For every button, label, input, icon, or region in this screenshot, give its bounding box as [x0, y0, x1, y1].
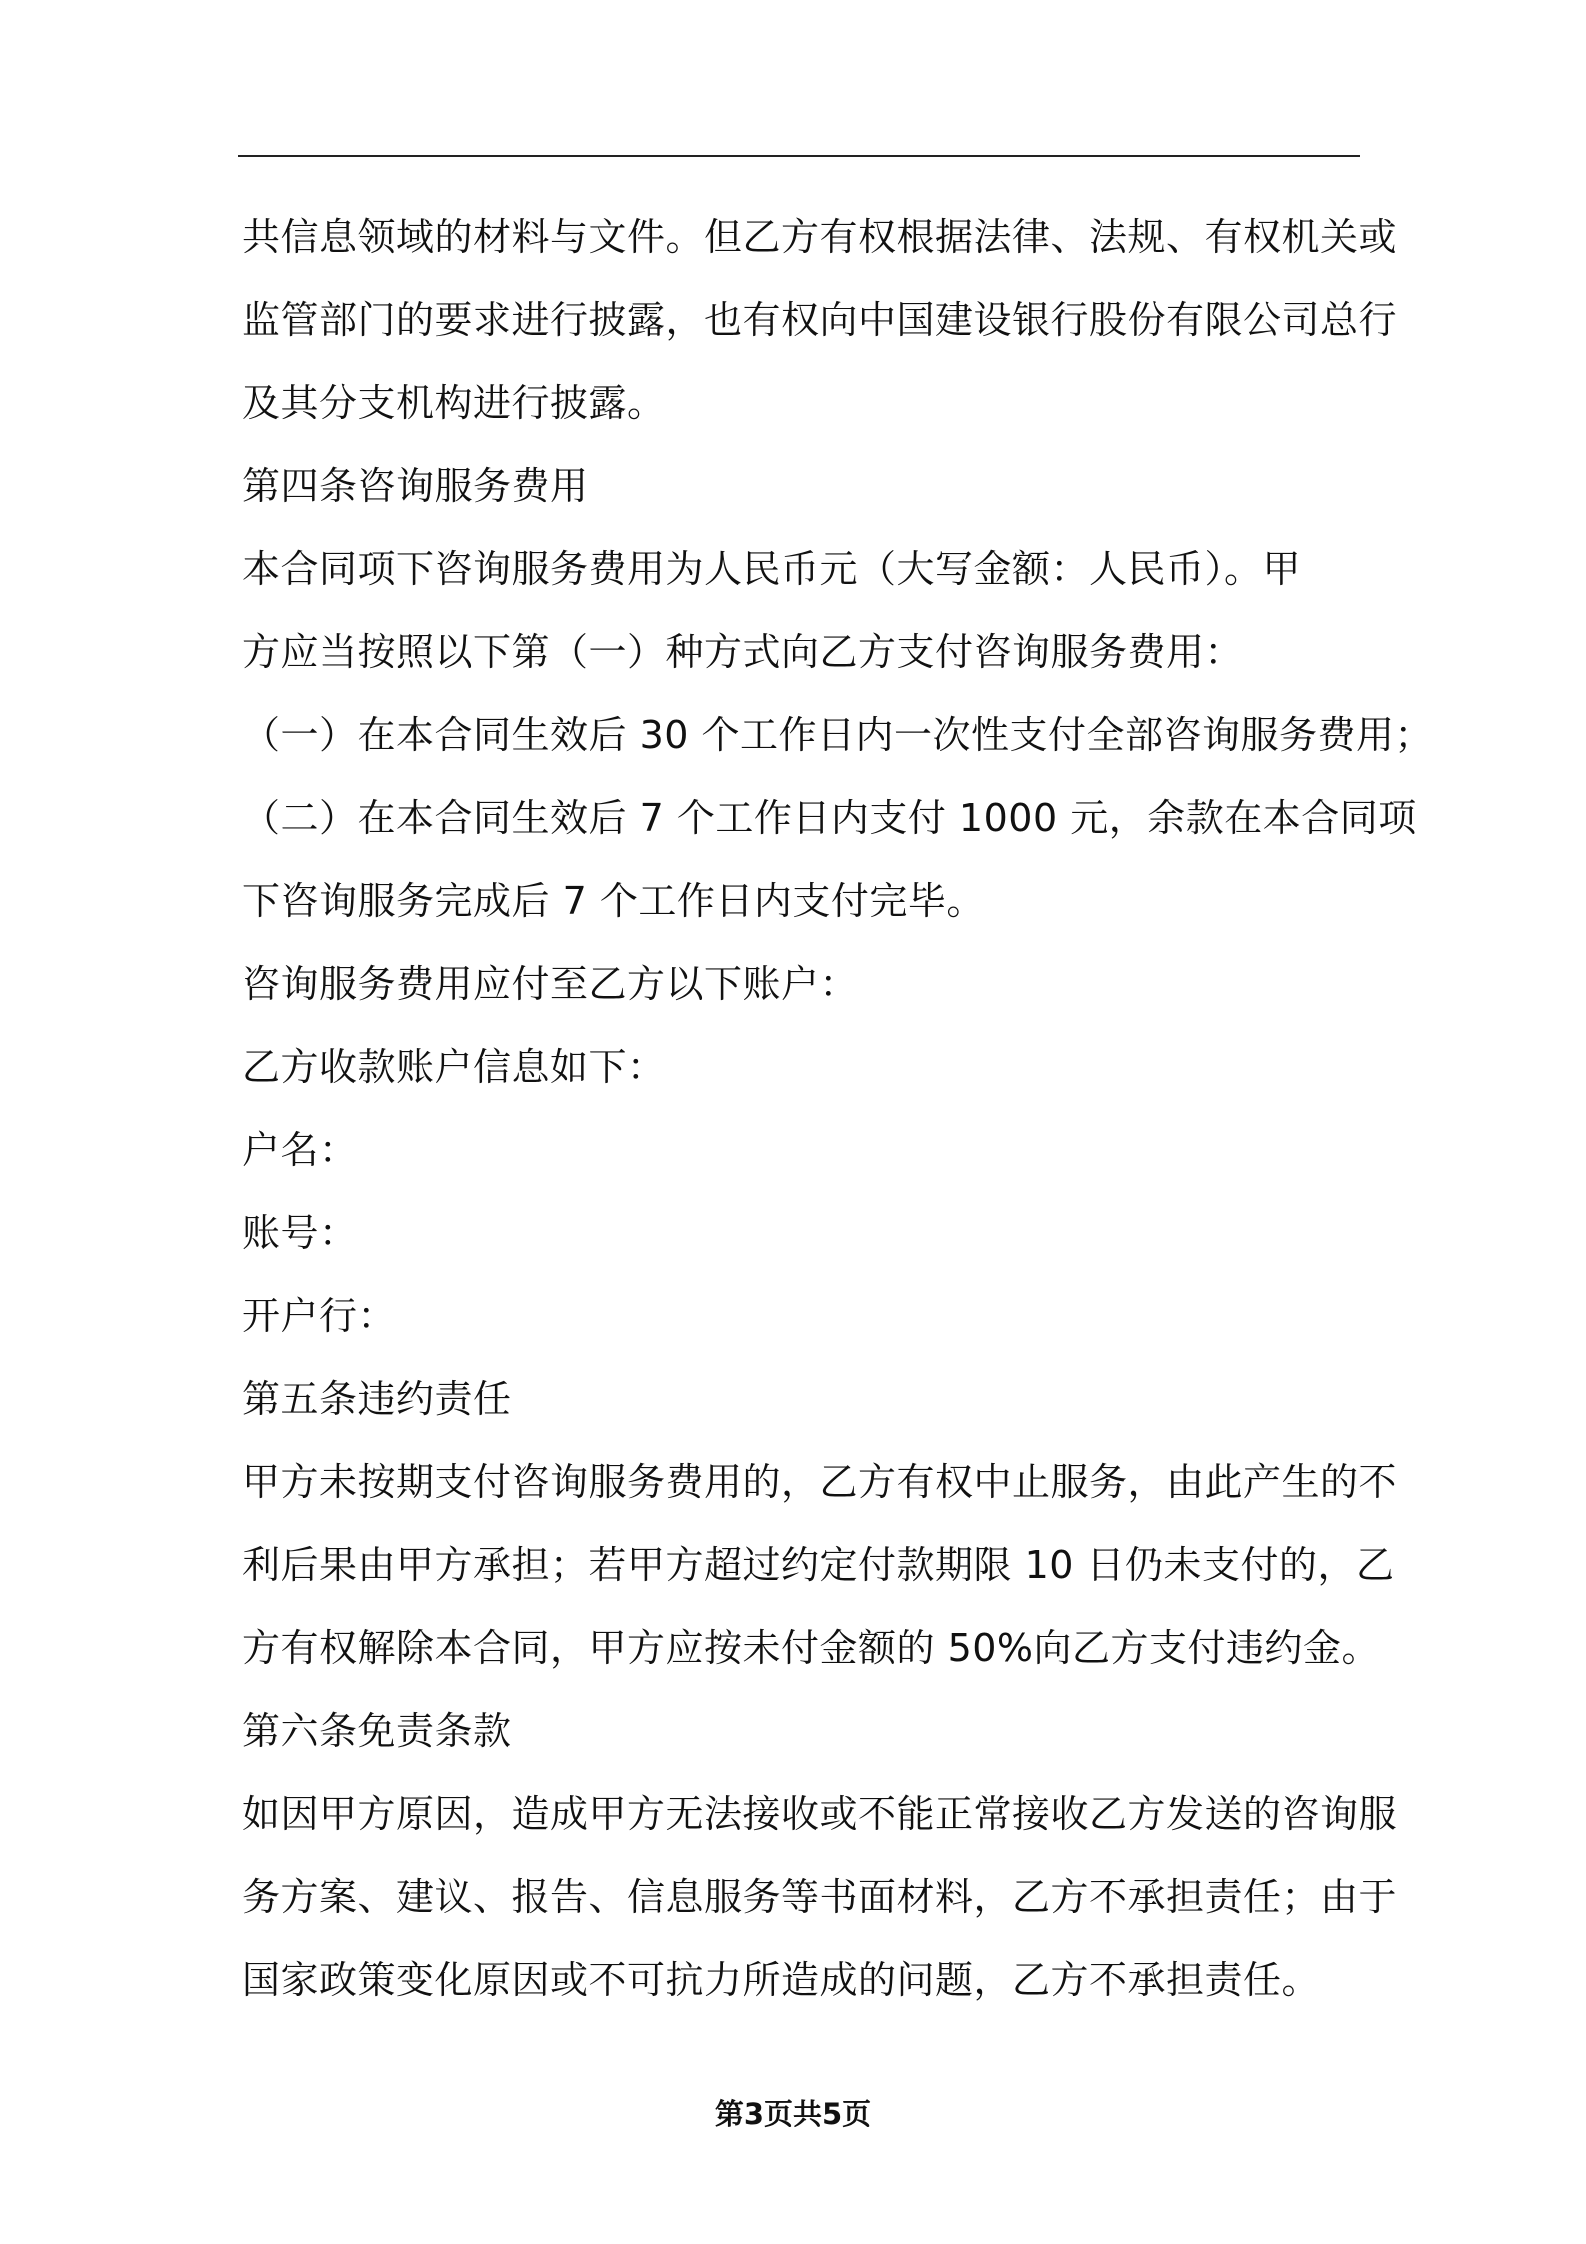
body-line: 务方案、建议、报告、信息服务等书面材料，乙方不承担责任；由于: [242, 1875, 1398, 1919]
body-line: 甲方未按期支付咨询服务费用的，乙方有权中止服务，由此产生的不: [242, 1460, 1398, 1504]
page-number: 第3页共5页: [714, 2097, 872, 2131]
account-number-field: 账号：: [242, 1211, 358, 1255]
body-line: 方应当按照以下第（一）种方式向乙方支付咨询服务费用：: [242, 630, 1244, 674]
body-line: 共信息领域的材料与文件。但乙方有权根据法律、法规、有权机关或: [242, 215, 1398, 259]
body-line: 利后果由甲方承担；若甲方超过约定付款期限 10 日仍未支付的，乙: [242, 1543, 1395, 1587]
section-heading-4: 第四条咨询服务费用: [242, 464, 589, 508]
body-line: 咨询服务费用应付至乙方以下账户：: [242, 962, 859, 1006]
body-line: 如因甲方原因，造成甲方无法接收或不能正常接收乙方发送的咨询服: [242, 1792, 1398, 1836]
section-heading-6: 第六条免责条款: [242, 1709, 512, 1753]
body-line: 及其分支机构进行披露。: [242, 381, 666, 425]
payment-option-2: （二）在本合同生效后 7 个工作日内支付 1000 元，余款在本合同项: [242, 796, 1417, 840]
body-line: 乙方收款账户信息如下：: [242, 1045, 666, 1089]
account-name-field: 户名：: [242, 1128, 358, 1172]
document-body: [242, 196, 1434, 2022]
body-line: 方有权解除本合同，甲方应按未付金额的 50%向乙方支付违约金。: [242, 1626, 1381, 1670]
header-rule: [238, 155, 1360, 157]
body-line: 本合同项下咨询服务费用为人民币元（大写金额：人民币）。甲: [242, 547, 1302, 591]
section-heading-5: 第五条违约责任: [242, 1377, 512, 1421]
body-line: 国家政策变化原因或不可抗力所造成的问题，乙方不承担责任。: [242, 1958, 1321, 2002]
body-line: 下咨询服务完成后 7 个工作日内支付完毕。: [242, 879, 985, 923]
bank-field: 开户行：: [242, 1294, 397, 1338]
payment-option-1: （一）在本合同生效后 30 个工作日内一次性支付全部咨询服务费用；: [242, 713, 1434, 757]
body-line: 监管部门的要求进行披露，也有权向中国建设银行股份有限公司总行: [242, 298, 1398, 342]
